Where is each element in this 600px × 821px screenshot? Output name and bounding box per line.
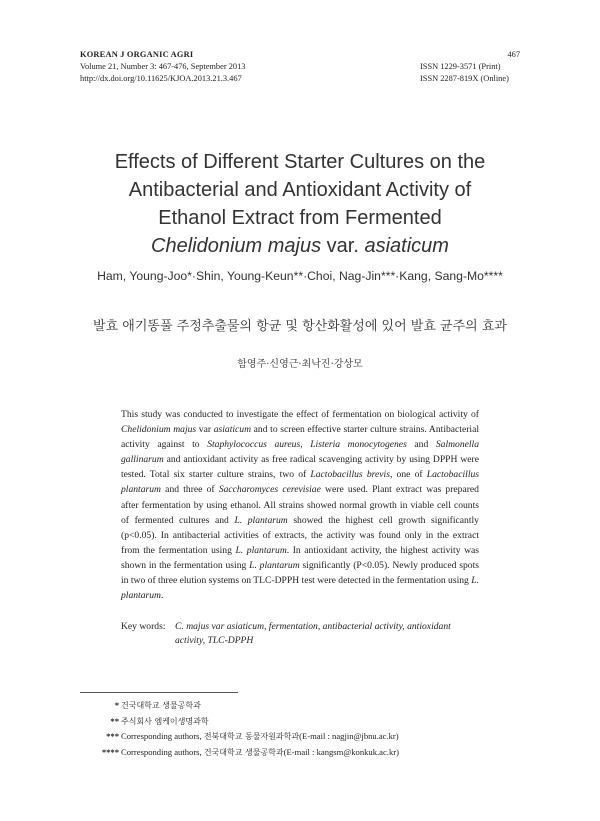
abstract-span: and to screen effective starter culture strains. Antibacterial activity against to xyxy=(121,424,480,451)
footnote-4 xyxy=(79,745,399,761)
abstract-span: and three of xyxy=(160,484,219,496)
abstract-italic: Staphylococcus aureus xyxy=(207,439,301,451)
issn-online: ISSN 2287-819X (Online) xyxy=(420,74,509,83)
abstract-span: were used. Plant extract was prepared after fermentation by using ethanol. All strains showed normal growth in viable cell counts of fermented cultures and xyxy=(121,484,479,526)
abstract-span: , one of xyxy=(389,469,427,481)
abstract-italic: Lactobacillus plantarum xyxy=(121,469,480,496)
abstract-span: , xyxy=(300,439,311,451)
abstract-italic: L. plantarum xyxy=(121,575,479,602)
footnote-2 xyxy=(79,714,399,730)
volume-info: Volume 21, Number 3: 467-476, September 2013 xyxy=(80,62,246,71)
journal-header-left xyxy=(80,49,245,85)
doi-link[interactable]: http://dx.doi.org/10.11625/KJOA.2013.21.3.467 xyxy=(80,74,242,83)
abstract-italic: asiaticum xyxy=(213,424,252,436)
abstract-span: significantly (P<0.05). Newly produced spots in two of three elution systems on TLC-DPPH test were detected in the fermentation using xyxy=(121,559,479,587)
footnote-affiliation: 건국대학교 생물공학과 xyxy=(203,747,284,757)
journal-header-right xyxy=(420,49,520,85)
footnote-affiliation: 건국대학교 생물공학과 xyxy=(121,701,201,710)
keywords-text-2: activity, TLC-DPPH xyxy=(175,635,254,646)
abstract-italic: L. plantarum xyxy=(249,559,300,571)
abstract-span: and antioxidant activity as free radical scavenging activity by using DPPH were tested. Total six starter culture strains, two of xyxy=(121,454,479,481)
abstract-italic: Saccharomyces cerevisiae xyxy=(218,484,321,496)
abstract-italic: Listeria monocytogenes xyxy=(310,439,407,451)
paper-title xyxy=(40,148,560,260)
abstract-span: var xyxy=(196,424,214,436)
abstract-italic: Lactobacillus brevis xyxy=(310,469,390,481)
abstract-text xyxy=(121,407,479,603)
title-subspecies: asiaticum xyxy=(364,235,449,257)
title-line-2: Antibacterial and Antioxidant Activity of xyxy=(128,179,472,201)
abstract-span: . In antioxidant activity, the highest activity was shown in the fermentation using xyxy=(121,544,479,571)
footnote-prefix: Corresponding authors, xyxy=(121,746,204,757)
footnote-marker: *** xyxy=(106,731,119,742)
author-list: Ham, Young-Joo*·Shin, Young-Keun**·Choi, Nag-Jin***·Kang, Sang-Mo**** xyxy=(97,269,503,283)
abstract xyxy=(121,407,479,603)
footnote-affiliation: 주식회사 엠케이생명과학 xyxy=(121,716,209,726)
journal-name: KOREAN J ORGANIC AGRI xyxy=(80,50,194,59)
korean-title: 발효 애기똥풀 주정추출물의 항균 및 항산화활성에 있어 발효 균주의 효과 xyxy=(93,319,507,334)
keywords-text-1: C. majus var asiaticum, fermentation, antibacterial activity, antioxidant xyxy=(175,621,451,632)
abstract-span: and xyxy=(406,439,436,451)
keywords-line-1 xyxy=(121,620,481,634)
abstract-span: This study was conducted to investigate the effect of fermentation on biological activity of xyxy=(121,409,479,420)
footnote-divider xyxy=(80,692,238,693)
page-number: 467 xyxy=(507,50,520,59)
title-line-1: Effects of Different Starter Cultures on the xyxy=(114,151,486,173)
keywords xyxy=(121,620,481,648)
title-var: var. xyxy=(321,235,365,257)
footnote-prefix: Corresponding authors, xyxy=(121,731,204,742)
abstract-span: showed the highest cell growth significantly (p<0.05). In antibacterial activities of extracts, the activity was found only in the extract from the fermentation using xyxy=(121,514,479,556)
abstract-italic: L. plantarum xyxy=(234,514,288,526)
abstract-italic: Chelidonium majus xyxy=(121,424,197,436)
footnote-email[interactable]: (E-mail : nagjin@jbnu.ac.kr) xyxy=(299,731,399,742)
footnotes xyxy=(79,698,399,760)
abstract-span: . xyxy=(160,590,164,602)
title-line-4 xyxy=(40,232,560,260)
title-species: Chelidonium majus xyxy=(151,235,322,257)
korean-author-list: 함영주·신영근·최낙진·강상모 xyxy=(237,359,363,370)
footnote-marker: **** xyxy=(101,746,119,757)
abstract-italic: L. plantarum xyxy=(235,544,287,556)
footnote-marker: ** xyxy=(110,715,119,726)
abstract-italic: Salmonella gallinarum xyxy=(121,439,480,466)
footnote-marker: * xyxy=(114,700,119,710)
keywords-label: Key words: xyxy=(121,621,166,632)
footnote-email[interactable]: (E-mail : kangsm@konkuk.ac.kr) xyxy=(283,746,399,757)
title-line-3: Ethanol Extract from Fermented xyxy=(158,207,442,229)
footnote-affiliation: 전북대학교 동물자원과학과 xyxy=(203,732,300,742)
footnote-3 xyxy=(79,729,399,745)
issn-print: ISSN 1229-3571 (Print) xyxy=(420,62,501,71)
footnote-1 xyxy=(79,698,399,714)
